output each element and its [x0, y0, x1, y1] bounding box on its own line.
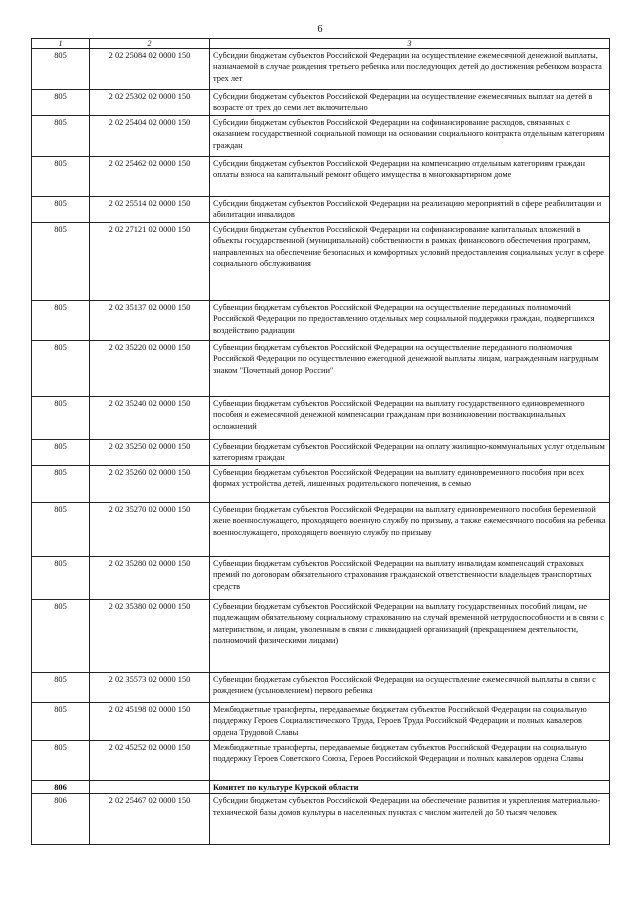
table-row: [32, 223, 610, 301]
table-row: [32, 741, 610, 781]
revenue-name-cell: Субвенции бюджетам субъектов Российской Федерации на осуществление переданного полномочия Российской Федерации по осуществлению ежегодной денежной выплаты лицам, награжденным нагрудным знаком "Почетный донор России": [210, 341, 610, 397]
table-row: [32, 794, 610, 845]
admin-code-cell: 805: [32, 600, 90, 673]
admin-code-cell: 805: [32, 440, 90, 466]
budget-code-cell: 2 02 25462 02 0000 150: [90, 157, 210, 197]
budget-code-cell: 2 02 35137 02 0000 150: [90, 301, 210, 341]
admin-code-cell: 805: [32, 557, 90, 600]
table-row: [32, 440, 610, 466]
budget-code-cell: 2 02 27121 02 0000 150: [90, 223, 210, 301]
admin-code-cell: 805: [32, 157, 90, 197]
budget-code-cell: 2 02 35240 02 0000 150: [90, 397, 210, 440]
budget-code-cell: [90, 781, 210, 794]
page-number: 6: [317, 24, 323, 35]
revenue-name-cell: Субвенции бюджетам субъектов Российской Федерации на осуществление переданных полномочий Российской Федерации по предоставлению отдельных мер социальной поддержки граждан, подвергшихся воздействию радиации: [210, 301, 610, 341]
budget-code-cell: 2 02 25514 02 0000 150: [90, 197, 210, 223]
revenue-name-cell: Субсидии бюджетам субъектов Российской Федерации на софинансирование капитальных вложений в объекты государственной (муниципальной) собственности в рамках финансового обеспечения программ, направленных на обеспечение безопасных и комфортных условий предоставления социальных услуг в сфере социального обслуживания: [210, 223, 610, 301]
table-row: [32, 116, 610, 157]
budget-code-cell: 2 02 35573 02 0000 150: [90, 673, 210, 703]
budget-code-cell: 2 02 35220 02 0000 150: [90, 341, 210, 397]
table-row: [32, 397, 610, 440]
revenue-name-cell: Субвенции бюджетам субъектов Российской Федерации на выплату инвалидам компенсаций страховых премий по договорам обязательного страхования гражданской ответственности владельцев транспортных средств: [210, 557, 610, 600]
budget-code-cell: 2 02 45252 02 0000 150: [90, 741, 210, 781]
admin-code-cell: 805: [32, 397, 90, 440]
admin-code-cell: 805: [32, 301, 90, 341]
admin-code-cell: 805: [32, 741, 90, 781]
budget-code-cell: 2 02 25302 02 0000 150: [90, 90, 210, 116]
column-number-row: [32, 39, 610, 49]
admin-code-cell: 805: [32, 673, 90, 703]
revenue-name-cell: Субвенции бюджетам субъектов Российской Федерации на выплату единовременного пособия беременной жене военнослужащего, проходящего военную службу по призыву, а также ежемесячного пособия на ребенка военнослужащего, проходящего военную службу по призыву: [210, 503, 610, 557]
budget-code-cell: 2 02 35280 02 0000 150: [90, 557, 210, 600]
revenue-name-cell: Межбюджетные трансферты, передаваемые бюджетам субъектов Российской Федерации на социальную поддержку Героев Социалистического Труда, Героев Труда Российской Федерации и полных кавалеров ордена Трудовой Славы: [210, 703, 610, 741]
column-number-1: 1: [32, 39, 90, 49]
table-row: [32, 49, 610, 90]
budget-code-cell: 2 02 25084 02 0000 150: [90, 49, 210, 90]
revenue-name-cell: Межбюджетные трансферты, передаваемые бюджетам субъектов Российской Федерации на социальную поддержку Героев Советского Союза, Героев Российской Федерации и полных кавалеров ордена Славы: [210, 741, 610, 781]
budget-code-cell: 2 02 25467 02 0000 150: [90, 794, 210, 845]
revenue-name-cell: Субвенции бюджетам субъектов Российской Федерации на выплату государственного единовременного пособия и ежемесячной денежной компенсации гражданам при возникновении поствакцинальных осложнений: [210, 397, 610, 440]
admin-code-cell: 806: [32, 781, 90, 794]
table-row: [32, 157, 610, 197]
revenue-name-cell: Субсидии бюджетам субъектов Российской Федерации на компенсацию отдельным категориям граждан оплаты взноса на капитальный ремонт общего имущества в многоквартирном доме: [210, 157, 610, 197]
revenue-name-cell: Субсидии бюджетам субъектов Российской Федерации на софинансирование расходов, связанных с оказанием государственной социальной помощи на основании социального контракта отдельным категориям граждан: [210, 116, 610, 157]
table-body: [32, 49, 610, 845]
column-number-3: 3: [210, 39, 610, 49]
admin-code-cell: 805: [32, 90, 90, 116]
budget-code-cell: 2 02 45198 02 0000 150: [90, 703, 210, 741]
table-row: [32, 703, 610, 741]
revenue-name-cell: Субвенции бюджетам субъектов Российской Федерации на оплату жилищно-коммунальных услуг отдельным категориям граждан: [210, 440, 610, 466]
table-row: [32, 781, 610, 794]
admin-code-cell: 805: [32, 703, 90, 741]
budget-code-cell: 2 02 35380 02 0000 150: [90, 600, 210, 673]
admin-code-cell: 806: [32, 794, 90, 845]
budget-code-cell: 2 02 35260 02 0000 150: [90, 466, 210, 503]
table-row: [32, 600, 610, 673]
admin-code-cell: 805: [32, 466, 90, 503]
revenue-name-cell: Субвенции бюджетам субъектов Российской Федерации на осуществление ежемесячной выплаты в связи с рождением (усыновлением) первого ребенка: [210, 673, 610, 703]
revenue-name-cell: Субсидии бюджетам субъектов Российской Федерации на осуществление ежемесячной денежной выплаты, назначаемой в случае рождения третьего ребенка или последующих детей до достижения ребенком возраста трех лет: [210, 49, 610, 90]
budget-revenue-table: [31, 38, 610, 845]
admin-code-cell: 805: [32, 197, 90, 223]
admin-code-cell: 805: [32, 503, 90, 557]
table-row: [32, 466, 610, 503]
revenue-name-cell: Субсидии бюджетам субъектов Российской Федерации на осуществление ежемесячных выплат на детей в возрасте от трех до семи лет включительно: [210, 90, 610, 116]
revenue-name-cell: Субсидии бюджетам субъектов Российской Федерации на обеспечение развития и укрепления материально-технической базы домов культуры в населенных пунктах с числом жителей до 50 тысяч человек: [210, 794, 610, 845]
admin-code-cell: 805: [32, 341, 90, 397]
revenue-name-cell: Субсидии бюджетам субъектов Российской Федерации на реализацию мероприятий в сфере реабилитации и абилитации инвалидов: [210, 197, 610, 223]
budget-code-cell: 2 02 35250 02 0000 150: [90, 440, 210, 466]
revenue-name-cell: Комитет по культуре Курской области: [210, 781, 610, 794]
table-row: [32, 301, 610, 341]
budget-code-cell: 2 02 25404 02 0000 150: [90, 116, 210, 157]
admin-code-cell: 805: [32, 116, 90, 157]
table-row: [32, 557, 610, 600]
table-row: [32, 90, 610, 116]
admin-code-cell: 805: [32, 223, 90, 301]
table-row: [32, 197, 610, 223]
column-number-2: 2: [90, 39, 210, 49]
table-row: [32, 673, 610, 703]
revenue-name-cell: Субвенции бюджетам субъектов Российской Федерации на выплату государственных пособий лицам, не подлежащим обязательному социальному страхованию на случай временной нетрудоспособности и в связи с материнством, и лицам, уволенным в связи с ликвидацией организаций (прекращением деятельности, полномочий физическими лицами): [210, 600, 610, 673]
table-row: [32, 341, 610, 397]
admin-code-cell: 805: [32, 49, 90, 90]
table-row: [32, 503, 610, 557]
budget-code-cell: 2 02 35270 02 0000 150: [90, 503, 210, 557]
revenue-name-cell: Субвенции бюджетам субъектов Российской Федерации на выплату единовременного пособия при всех формах устройства детей, лишенных родительского попечения, в семью: [210, 466, 610, 503]
